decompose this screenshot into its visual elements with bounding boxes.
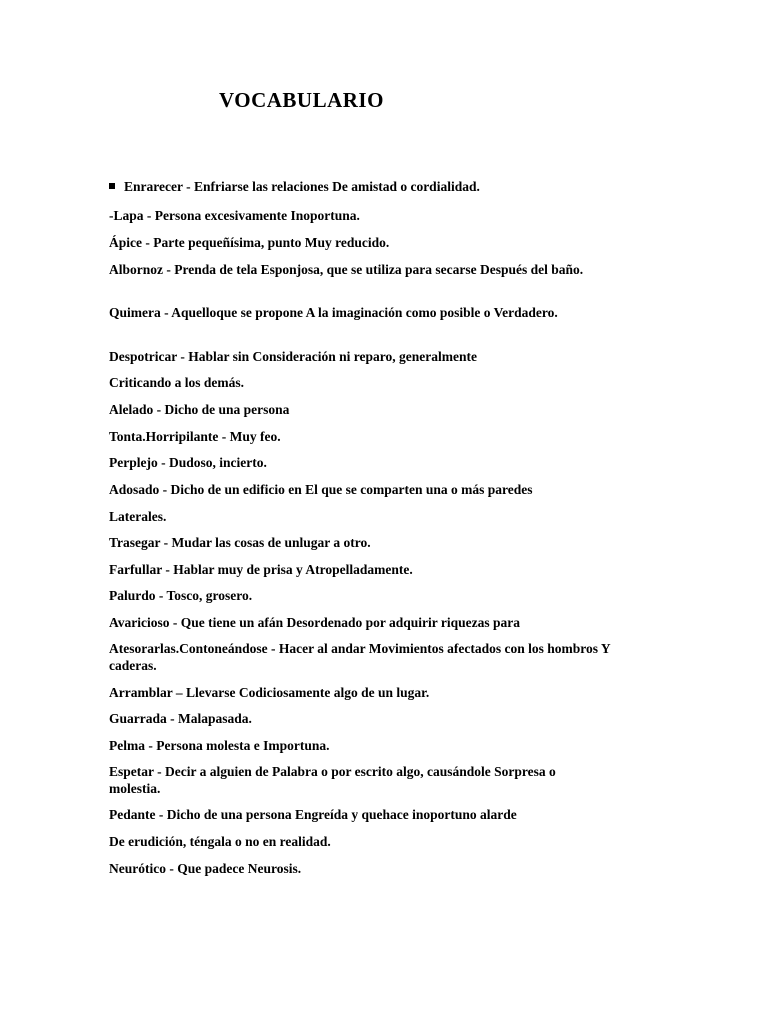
vocab-line-adosado: Adosado - Dicho de un edificio en El que se comparten una o más paredes	[109, 482, 533, 497]
vocab-line-alelado: Alelado - Dicho de una persona	[109, 402, 290, 417]
vocab-line-espetar: Espetar - Decir a alguien de Palabra o por escrito algo, causándole Sorpresa o molestia.	[109, 764, 556, 796]
vocab-line-perplejo: Perplejo - Dudoso, incierto.	[109, 455, 267, 470]
vocab-line-pelma: Pelma - Persona molesta e Importuna.	[109, 738, 330, 753]
vocab-line-farfullar: Farfullar - Hablar muy de prisa y Atropelladamente.	[109, 562, 413, 577]
document-title: VOCABULARIO	[219, 88, 384, 112]
vocab-line-pedante: Pedante - Dicho de una persona Engreída y quehace inoportuno alarde	[109, 807, 517, 822]
vocab-text: Enrarecer - Enfriarse las relaciones De amistad o cordialidad.	[124, 179, 480, 194]
vocab-line-neurotico: Neurótico - Que padece Neurosis.	[109, 861, 302, 876]
vocab-line-despotricar-cont: Criticando a los demás.	[109, 375, 244, 390]
vocab-line-albornoz: Albornoz - Prenda de tela Esponjosa, que se utiliza para secarse Después del baño.	[109, 262, 584, 277]
vocab-line-guarrada: Guarrada - Malapasada.	[109, 711, 252, 726]
bullet-square-icon	[109, 183, 115, 189]
vocab-line-adosado-cont: Laterales.	[109, 509, 167, 524]
vocab-line-horripilante: Tonta.Horripilante - Muy feo.	[109, 429, 281, 444]
vocab-line-enrarecer	[109, 178, 669, 195]
vocab-line-lapa: -Lapa - Persona excesivamente Inoportuna.	[109, 208, 360, 223]
vocab-line-arramblar: Arramblar – Llevarse Codiciosamente algo de un lugar.	[109, 685, 430, 700]
vocab-line-trasegar: Trasegar - Mudar las cosas de unlugar a otro.	[109, 535, 371, 550]
vocab-line-apice: Ápice - Parte pequeñísima, punto Muy reducido.	[109, 235, 390, 250]
vocab-line-palurdo: Palurdo - Tosco, grosero.	[109, 588, 253, 603]
vocab-line-despotricar: Despotricar - Hablar sin Consideración ni reparo, generalmente	[109, 349, 477, 364]
vocab-line-contoneandose: Atesorarlas.Contoneándose - Hacer al andar Movimientos afectados con los hombros Y caderas.	[109, 641, 611, 673]
vocab-line-pedante-cont: De erudición, téngala o no en realidad.	[109, 834, 331, 849]
vocab-line-quimera: Quimera - Aquelloque se propone A la imaginación como posible o Verdadero.	[109, 305, 558, 320]
vocab-line-avaricioso: Avaricioso - Que tiene un afán Desordenado por adquirir riquezas para	[109, 615, 521, 630]
